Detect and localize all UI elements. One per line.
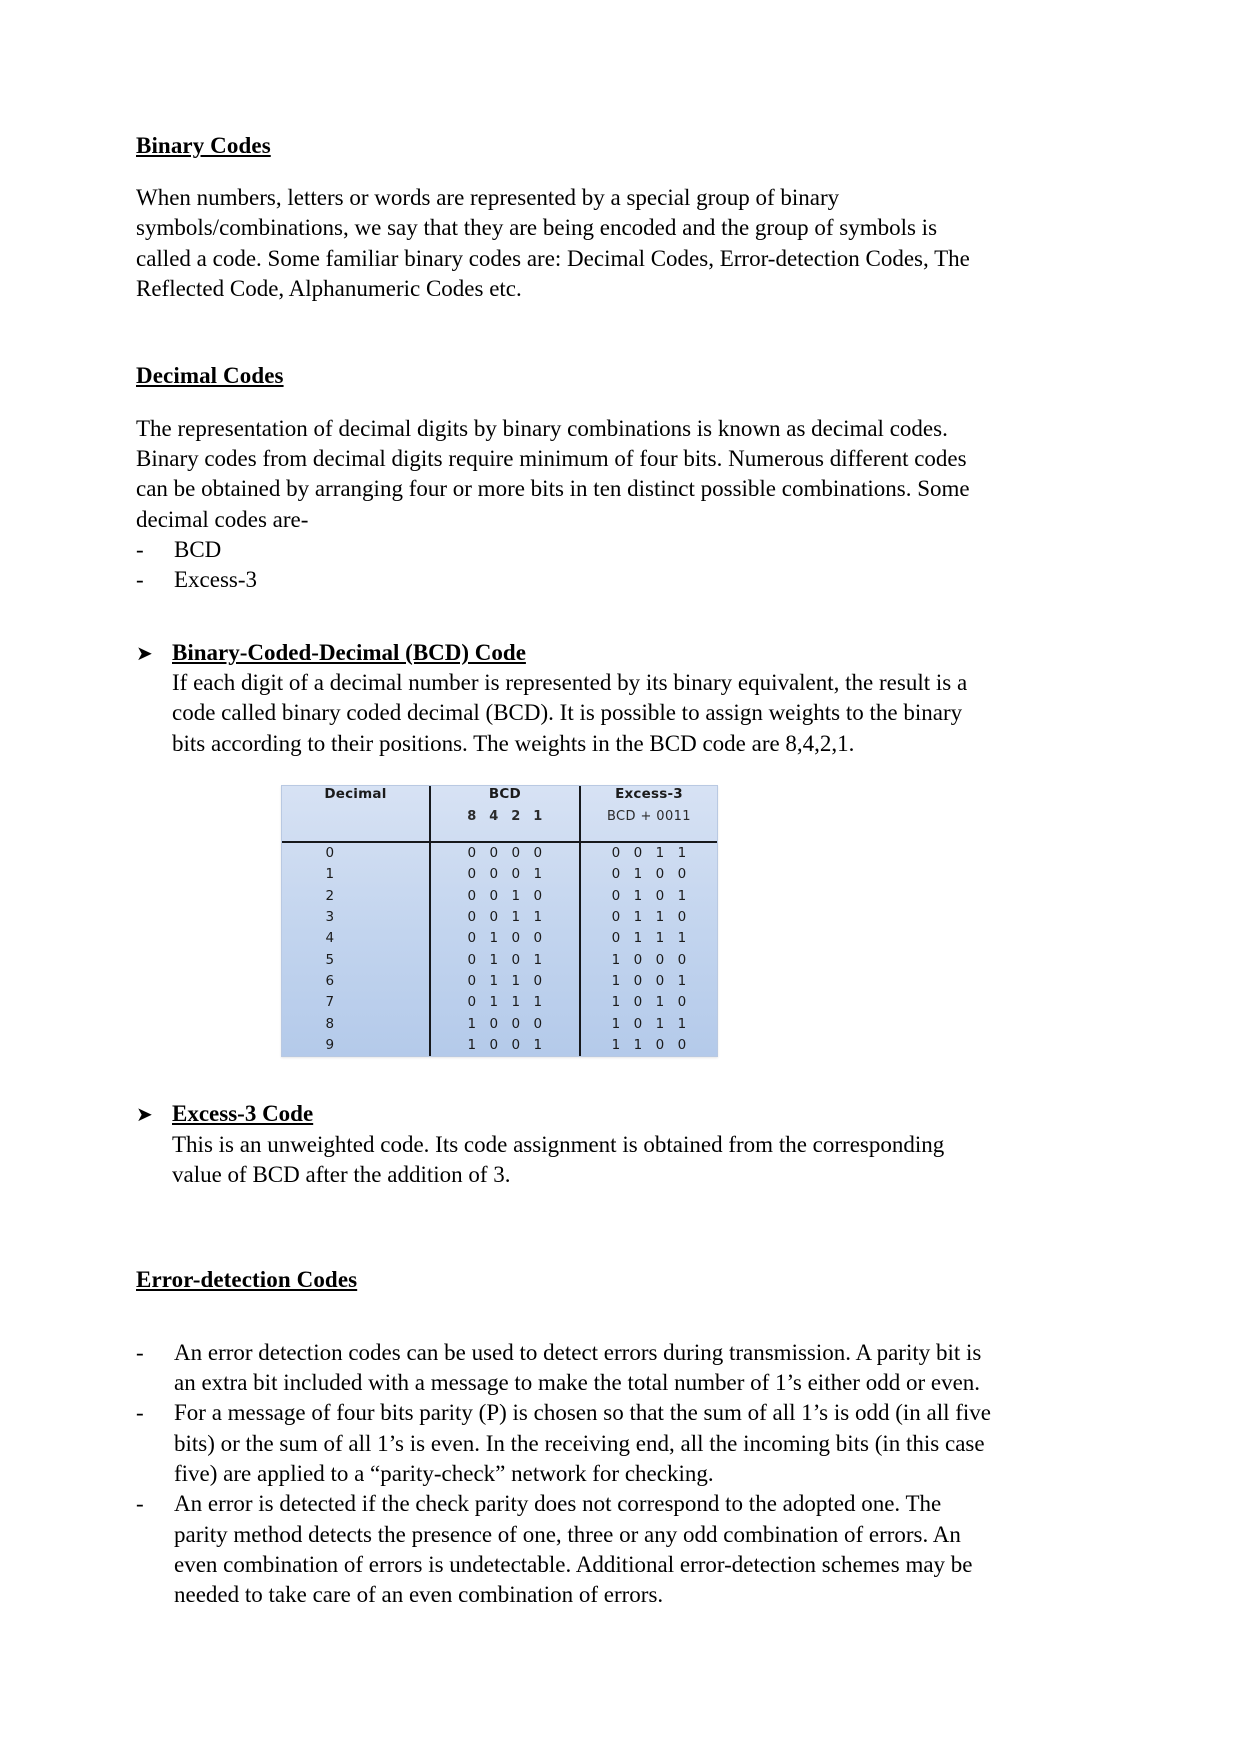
heading-error-detection-codes: Error-detection Codes — [136, 1267, 358, 1293]
col-header-bcd-label: BCD — [488, 786, 521, 803]
list-item-label: For a message of four bits parity (P) is chosen so that the sum of all 1’s is odd (in all five bits) or the sum of all 1’s is even. In the receiving end, all the incoming bits (in this case five) are applied to a “parity-check” network for checking. — [174, 1400, 992, 1486]
bit: 1 — [511, 973, 521, 990]
bit: 1 — [633, 909, 643, 926]
bcd-weight: 1 — [533, 809, 543, 825]
spacer — [136, 1057, 996, 1099]
spacer — [136, 1296, 996, 1338]
bit: 0 — [655, 951, 665, 968]
subsection-heading-row — [136, 1099, 996, 1129]
dash-marker: - — [136, 567, 144, 593]
bit: 0 — [511, 930, 521, 947]
document-content — [136, 130, 996, 1611]
bit: 0 — [489, 1037, 499, 1054]
bit: 0 — [467, 973, 477, 990]
bit: 1 — [611, 951, 621, 968]
bit: 0 — [511, 951, 521, 968]
bit: 0 — [489, 909, 499, 926]
bit: 0 — [489, 866, 499, 883]
code-table-head — [282, 786, 717, 842]
bcd-weight: 2 — [511, 809, 521, 825]
bit: 1 — [467, 1037, 477, 1054]
decimal-value: 3 — [325, 909, 335, 926]
heading-bcd-code: Binary-Coded-Decimal (BCD) Code — [172, 639, 526, 665]
bit: 1 — [489, 930, 499, 947]
bit: 1 — [611, 1015, 621, 1032]
list-item — [136, 535, 996, 565]
bcd-bits — [431, 971, 579, 992]
bit: 1 — [633, 930, 643, 947]
list-item — [136, 1489, 996, 1610]
decimal-value: 6 — [325, 973, 335, 990]
table-header-row — [282, 786, 717, 842]
bcd-bits — [431, 843, 579, 864]
decimal-value: 2 — [325, 887, 335, 904]
heading-excess3-code: Excess-3 Code — [172, 1101, 314, 1127]
bit: 0 — [611, 930, 621, 947]
arrow-bullet-icon: ➤ — [136, 640, 153, 665]
dash-marker: - — [136, 1491, 144, 1517]
bcd-excess3-table-figure — [281, 785, 718, 1057]
decimal-value: 5 — [325, 951, 335, 968]
list-item — [136, 565, 996, 595]
section-binary-codes — [136, 130, 996, 161]
paragraph-excess3-code: This is an unweighted code. Its code assignment is obtained from the corresponding value of BCD after the addition of 3. — [172, 1131, 945, 1188]
spacer — [136, 1190, 996, 1264]
error-detection-list — [136, 1338, 996, 1611]
bit: 1 — [677, 845, 687, 862]
bit: 1 — [633, 866, 643, 883]
col-header-excess3-label: Excess-3 — [615, 786, 683, 803]
bit: 1 — [677, 887, 687, 904]
bcd-bits — [431, 992, 579, 1013]
excess3-bits — [581, 1014, 717, 1035]
cell-bcd-column — [430, 842, 580, 1056]
bcd-bits — [431, 1014, 579, 1035]
excess3-bits — [581, 928, 717, 949]
bit: 0 — [633, 994, 643, 1011]
decimal-value: 9 — [325, 1037, 335, 1054]
bit: 0 — [655, 1037, 665, 1054]
col-header-excess3 — [580, 786, 717, 842]
bit: 0 — [511, 1015, 521, 1032]
list-item-label: An error detection codes can be used to detect errors during transmission. A parity bit is an extra bit included with a message to make the total number of 1’s either odd or even. — [174, 1339, 982, 1395]
bit: 1 — [677, 1015, 687, 1032]
bit: 0 — [489, 887, 499, 904]
bit: 0 — [533, 973, 543, 990]
bit: 1 — [533, 1037, 543, 1054]
bit: 0 — [677, 909, 687, 926]
bit: 1 — [677, 973, 687, 990]
subsection-bcd-code — [136, 638, 996, 759]
bit: 0 — [467, 887, 477, 904]
bit: 0 — [677, 1037, 687, 1054]
bit: 1 — [533, 909, 543, 926]
col-header-bcd — [430, 786, 580, 842]
bit: 0 — [611, 845, 621, 862]
bit: 1 — [533, 994, 543, 1011]
bcd-weights-row — [431, 809, 579, 824]
bcd-bits — [431, 864, 579, 885]
bit: 1 — [489, 994, 499, 1011]
list-item-label: Excess-3 — [174, 567, 258, 593]
bit: 1 — [467, 1015, 477, 1032]
paragraph-binary-codes: When numbers, letters or words are represented by a special group of binary symbols/combinations, we say that they are being encoded and the group of symbols is called a code. Some familiar binary codes are: Decimal Codes, Error-detection Codes, The Reflected Code, Alphanumeric Codes etc. — [136, 185, 970, 302]
bit: 1 — [655, 1015, 665, 1032]
bcd-bits — [431, 950, 579, 971]
col-header-decimal-label: Decimal — [324, 786, 387, 803]
dash-marker: - — [136, 536, 144, 562]
col-header-decimal — [282, 786, 430, 842]
bit: 1 — [633, 1037, 643, 1054]
bit: 0 — [467, 994, 477, 1011]
bcd-bits — [431, 928, 579, 949]
subsection-heading-row — [136, 638, 996, 668]
decimal-codes-list — [136, 535, 996, 596]
paragraph-decimal-codes: The representation of decimal digits by binary combinations is known as decimal codes. Binary codes from decimal digits require minimum of four bits. Numerous different codes can be obtained by arranging four or more bits in ten distinct possible combinations. Some decimal codes are- — [136, 415, 970, 532]
col-header-decimal-sub — [282, 809, 429, 824]
bit: 0 — [467, 866, 477, 883]
bit: 1 — [533, 866, 543, 883]
bit: 1 — [677, 930, 687, 947]
bit: 0 — [655, 973, 665, 990]
bit: 0 — [633, 1015, 643, 1032]
bit: 1 — [633, 887, 643, 904]
bit: 0 — [533, 1015, 543, 1032]
list-item — [136, 1338, 996, 1399]
bit: 0 — [633, 951, 643, 968]
heading-decimal-codes: Decimal Codes — [136, 363, 284, 389]
paragraph-bcd-code: If each digit of a decimal number is represented by its binary equivalent, the result is a code called binary coded decimal (BCD). It is possible to assign weights to the binary bits according to their positions. The weights in the BCD code are 8,4,2,1. — [172, 670, 968, 756]
bit: 1 — [511, 909, 521, 926]
bit: 0 — [467, 951, 477, 968]
bit: 0 — [511, 845, 521, 862]
excess3-bits — [581, 1035, 717, 1056]
bit: 1 — [489, 973, 499, 990]
bit: 1 — [489, 951, 499, 968]
list-item-label: BCD — [174, 536, 222, 562]
dash-marker: - — [136, 1400, 144, 1426]
decimal-value: 8 — [325, 1015, 335, 1032]
decimal-value: 4 — [325, 930, 335, 947]
bit: 0 — [533, 887, 543, 904]
bit: 0 — [677, 866, 687, 883]
section-decimal-codes — [136, 360, 996, 391]
bit: 0 — [633, 973, 643, 990]
bit: 0 — [677, 994, 687, 1011]
bit: 1 — [611, 994, 621, 1011]
bit: 0 — [489, 1015, 499, 1032]
spacer — [136, 304, 996, 360]
bit: 0 — [467, 930, 477, 947]
bcd-weight: 8 — [467, 809, 477, 825]
bit: 1 — [511, 994, 521, 1011]
bit: 1 — [655, 994, 665, 1011]
bit: 1 — [511, 887, 521, 904]
code-table — [282, 786, 717, 1056]
excess3-bits — [581, 992, 717, 1013]
bit: 0 — [611, 909, 621, 926]
bit: 1 — [611, 1037, 621, 1054]
spacer — [136, 596, 996, 638]
section-error-detection-codes — [136, 1264, 996, 1295]
excess3-bits — [581, 971, 717, 992]
cell-excess3-column — [580, 842, 717, 1056]
bit: 1 — [655, 930, 665, 947]
decimal-value: 1 — [325, 866, 335, 883]
bit: 0 — [611, 887, 621, 904]
dash-marker: - — [136, 1339, 144, 1365]
spacer — [136, 161, 996, 183]
bit: 0 — [677, 951, 687, 968]
bit: 0 — [533, 930, 543, 947]
bit: 0 — [655, 866, 665, 883]
bit: 1 — [655, 909, 665, 926]
bit: 0 — [489, 845, 499, 862]
decimal-values — [282, 843, 429, 1056]
arrow-bullet-icon: ➤ — [136, 1102, 153, 1127]
bit: 1 — [655, 845, 665, 862]
list-item-label: An error is detected if the check parity does not correspond to the adopted one. The parity method detects the presence of one, three or any odd combination of errors. An even combination of errors is undetectable. Additional error-detection schemes may be needed to take care of an even combination of errors. — [174, 1491, 973, 1608]
decimal-value: 7 — [325, 994, 335, 1011]
bit: 0 — [467, 909, 477, 926]
bcd-weight: 4 — [489, 809, 499, 825]
table-row — [282, 842, 717, 1056]
excess3-bits — [581, 864, 717, 885]
excess3-bits — [581, 843, 717, 864]
subsection-excess3-code — [136, 1099, 996, 1190]
bit: 1 — [533, 951, 543, 968]
excess3-bits — [581, 950, 717, 971]
code-table-body — [282, 842, 717, 1056]
bcd-bits — [431, 886, 579, 907]
heading-binary-codes: Binary Codes — [136, 133, 271, 158]
bit: 1 — [611, 973, 621, 990]
bit: 0 — [611, 866, 621, 883]
list-item — [136, 1398, 996, 1489]
excess3-bits — [581, 886, 717, 907]
bit: 0 — [633, 845, 643, 862]
decimal-value: 0 — [325, 845, 335, 862]
cell-decimal-column — [282, 842, 430, 1056]
bcd-bits — [431, 1035, 579, 1056]
excess3-bits — [581, 907, 717, 928]
spacer — [136, 392, 996, 414]
bit: 0 — [533, 845, 543, 862]
bit: 0 — [511, 866, 521, 883]
bit: 0 — [511, 1037, 521, 1054]
bit: 0 — [655, 887, 665, 904]
bcd-bits — [431, 907, 579, 928]
bit: 0 — [467, 845, 477, 862]
excess3-formula-label: BCD + 0011 — [606, 809, 691, 825]
